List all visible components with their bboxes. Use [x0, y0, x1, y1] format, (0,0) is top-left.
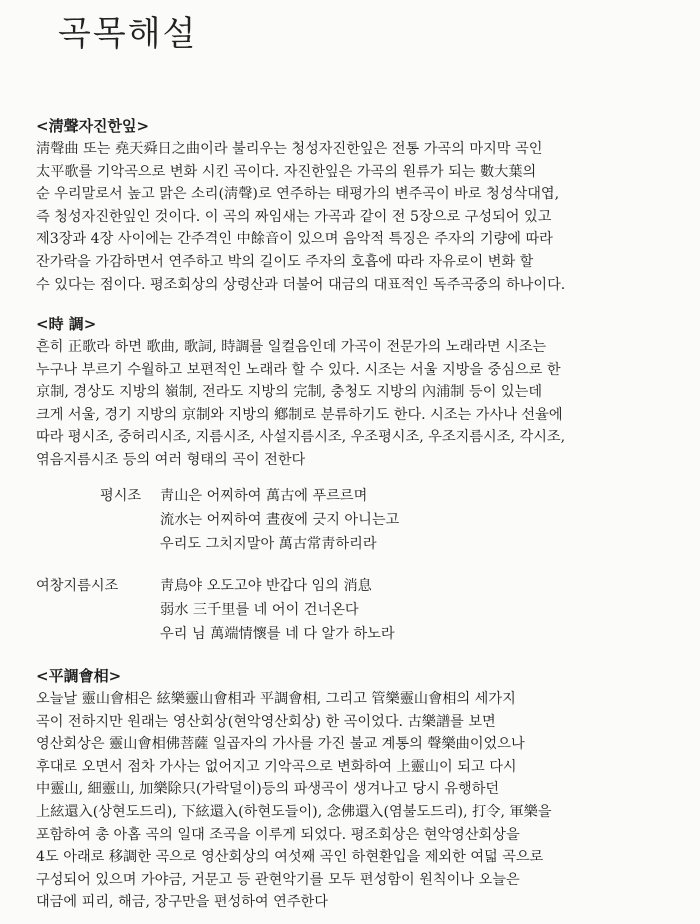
paragraph-line: 순 우리말로서 높고 맑은 소리(淸聲)로 연주하는 태평가의 변주곡이 바로 청성삭대엽, — [36, 186, 560, 203]
section-sijo — [36, 312, 672, 472]
paragraph-line: 上絃還入(상현도드리), 下絃還入(하현도들이), 念佛還入(염불도드리), 打令, 軍樂을 — [36, 803, 552, 820]
poem-line: 우리도 그치지말아 萬古常靑하리라 — [160, 536, 377, 552]
section-heading: <時 調> — [36, 315, 97, 333]
paragraph-line: 中靈山, 細靈山, 加樂除只(가락덜이)등의 파생곡이 생겨나고 당시 유행하던 — [36, 781, 500, 798]
paragraph-line: 영산회상은 靈山會相佛菩薩 일곱자의 가사를 가진 불교 계통의 聲樂曲이었으나 — [36, 736, 525, 753]
paragraph-line: 4도 아래로 移調한 곡으로 영산회상의 여섯째 곡인 하현환입을 제외한 여덟 곡으로 — [36, 849, 544, 866]
paragraph-line: 크게 서울, 경기 지방의 京制와 지방의 鄕制로 분류하기도 한다. 시조는 가사나 선율에 — [36, 406, 563, 423]
page-title: 곡목해설 — [58, 14, 198, 54]
paragraph-line: 곡이 전하지만 원래는 영산회상(현악영산회상) 한 곡이었다. 古樂譜를 보면 — [36, 713, 496, 730]
paragraph-line: 수 있다는 점이다. 평조회상의 상령산과 더불어 대금의 대표적인 독주곡중의 하나이다. — [36, 276, 566, 293]
poem-pyeongsijo — [36, 484, 672, 556]
poem-line: 弱水 三千里를 네 어이 건너온다 — [160, 602, 359, 618]
section-paragraph — [36, 336, 672, 472]
poem-yeochang — [36, 574, 672, 646]
section-paragraph — [36, 688, 672, 914]
poem-label: 평시조 — [100, 488, 142, 504]
paragraph-line: 대금에 피리, 해금, 장구만을 편성하여 연주한다 — [36, 894, 328, 911]
paragraph-line: 따라 평시조, 중허리시조, 지름시조, 사설지름시조, 우조평시조, 우조지름시조, 각시조, — [36, 429, 566, 446]
paragraph-line: 잔가락을 가감하면서 연주하고 박의 길이도 주자의 호흡에 따라 자유로이 변화 할 — [36, 253, 534, 270]
paragraph-line: 구성되어 있으며 가야금, 거문고 등 관현악기를 모두 편성함이 원칙이나 오늘은 — [36, 871, 520, 888]
paragraph-line: 太平歌를 기악곡으로 변화 시킨 곡이다. 자진한잎은 가곡의 원류가 되는 數大葉의 — [36, 163, 537, 180]
paragraph-line: 누구나 부르기 수월하고 보편적인 노래라 할 수 있다. 시조는 서울 지방을 중심으로 한 — [36, 361, 561, 378]
poem-line: 靑山은 어찌하여 萬古에 푸르르며 — [160, 488, 368, 504]
section-heading: <平調會相> — [36, 667, 122, 685]
section-pyeongjo — [36, 664, 672, 914]
paragraph-line: 淸聲曲 또는 堯天舜日之曲이라 불리우는 청성자진한잎은 전통 가곡의 마지막 곡인 — [36, 141, 543, 157]
section-paragraph — [36, 138, 672, 296]
paragraph-line: 京制, 경상도 지방의 嶺制, 전라도 지방의 完制, 충청도 지방의 內浦制 등이 있는데 — [36, 384, 543, 401]
paragraph-line: 오늘날 靈山會相은 絃樂靈山會相과 平調會相, 그리고 管樂靈山會相의 세가지 — [36, 691, 516, 707]
poem-line: 流水는 어찌하여 晝夜에 긋지 아니는고 — [160, 512, 400, 528]
poem-label: 여창지름시조 — [36, 578, 119, 594]
section-heading: <淸聲자진한잎> — [36, 117, 150, 135]
paragraph-line: 흔히 正歌라 하면 歌曲, 歌詞, 時調를 일컬음인데 가곡이 전문가의 노래라면 시조는 — [36, 339, 547, 355]
paragraph-line: 제3장과 4장 사이에는 간주격인 中餘音이 있으며 음악적 특징은 주자의 기량에 따라 — [36, 231, 553, 248]
paragraph-line: 후대로 오면서 점차 가사는 없어지고 기악곡으로 변화하여 上靈山이 되고 다시 — [36, 758, 517, 775]
paragraph-line: 포함하여 총 아홉 곡의 일대 조곡을 이루게 되었다. 평조회상은 현악영산회상을 — [36, 826, 520, 843]
poem-line: 우리 님 萬端情懷를 네 다 알가 하노라 — [160, 626, 395, 642]
section-cheongseong — [36, 114, 672, 296]
poem-line: 靑鳥야 오도고야 반갑다 임의 消息 — [160, 578, 372, 594]
paragraph-line: 엮음지름시조 등의 여러 형태의 곡이 전한다 — [36, 451, 306, 468]
paragraph-line: 즉 청성자진한잎인 것이다. 이 곡의 짜임새는 가곡과 같이 전 5장으로 구성되어 있고 — [36, 208, 552, 225]
